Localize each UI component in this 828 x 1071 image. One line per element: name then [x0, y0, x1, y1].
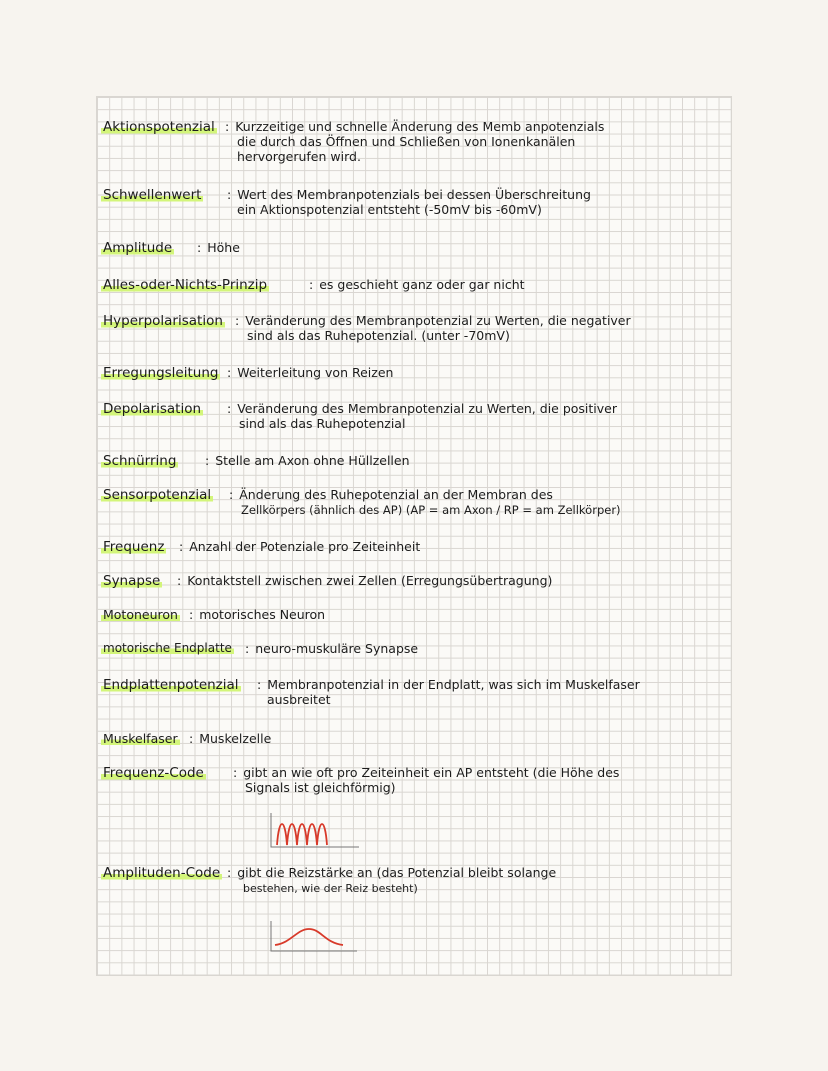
term-amplitude: Amplitude [103, 240, 173, 256]
term-schnuerring: Schnürring [103, 453, 177, 469]
waveform-axis [271, 921, 357, 951]
term-motoneuron: Motoneuron [103, 607, 178, 622]
definition-hyperpolarisation: : Veränderung des Membranpotenzial zu Werten, die negativer sind als das Ruhepotenzial. (unter -70mV) [235, 313, 631, 343]
term-amplituden-code: Amplituden-Code [103, 865, 221, 881]
definition-schwellenwert: : Wert des Membranpotenzials bei dessen Überschreitung ein Aktionspotenzial entsteht (-50mV bis -60mV) [227, 187, 591, 217]
definition-motoneuron: : motorisches Neuron [189, 607, 326, 622]
term-muskelfaser: Muskelfaser [103, 731, 178, 746]
definition-schnuerring: : Stelle am Axon ohne Hüllzellen [205, 453, 410, 468]
definition-muskelfaser: : Muskelzelle [189, 731, 272, 746]
frequency-code-waveform [269, 809, 361, 851]
term-synapse: Synapse [103, 573, 161, 589]
term-sensorpotenzial: Sensorpotenzial [103, 487, 212, 503]
definition-depolarisation: : Veränderung des Membranpotenzial zu Werten, die positiver sind als das Ruhepotenzial [227, 401, 617, 431]
definition-sensorpotenzial: : Änderung des Ruhepotenzial an der Membran des Zellkörpers (ähnlich des AP) (AP = am Axon / RP = am Zellkörper) [229, 487, 621, 517]
amplitude-code-waveform [269, 919, 361, 955]
term-aktionspotenzial: Aktionspotenzial [103, 119, 215, 135]
term-frequenz: Frequenz [103, 539, 165, 555]
term-frequenz-code: Frequenz-Code [103, 765, 204, 781]
term-motorische-endplatte: motorische Endplatte [103, 641, 232, 655]
term-hyperpolarisation: Hyperpolarisation [103, 313, 223, 329]
waveform-pulses [277, 824, 327, 845]
definition-alles-oder-nichts: : es geschieht ganz oder gar nicht [309, 277, 525, 292]
term-endplattenpotenzial: Endplattenpotenzial [103, 677, 239, 693]
term-depolarisation: Depolarisation [103, 401, 202, 417]
waveform-bump [275, 929, 343, 945]
grid-paper-sheet [96, 96, 732, 976]
definition-endplattenpotenzial: : Membranpotenzial in der Endplatt, was sich im Muskelfaser ausbreitet [257, 677, 640, 707]
definition-amplitude: : Höhe [197, 240, 240, 255]
term-alles-oder-nichts-prinzip: Alles-oder-Nichts-Prinzip [103, 277, 268, 293]
definition-erregungsleitung: : Weiterleitung von Reizen [227, 365, 394, 380]
term-erregungsleitung: Erregungsleitung [103, 365, 219, 381]
definition-synapse: : Kontaktstell zwischen zwei Zellen (Erregungsübertragung) [177, 573, 553, 588]
term-schwellenwert: Schwellenwert [103, 187, 202, 203]
definition-frequenz: : Anzahl der Potenziale pro Zeiteinheit [179, 539, 421, 554]
definition-frequenz-code: : gibt an wie oft pro Zeiteinheit ein AP entsteht (die Höhe des Signals ist gleichförmig) [233, 765, 620, 795]
definition-aktionspotenzial: : Kurzzeitige und schnelle Änderung des Memb anpotenzials die durch das Öffnen und Schließen von Ionenkanälen hervorgerufen wird. [225, 119, 605, 164]
definition-amplituden-code: : gibt die Reizstärke an (das Potenzial bleibt solange bestehen, wie der Reiz besteht) [227, 865, 557, 895]
definition-motorische-endplatte: : neuro-muskuläre Synapse [245, 641, 419, 656]
